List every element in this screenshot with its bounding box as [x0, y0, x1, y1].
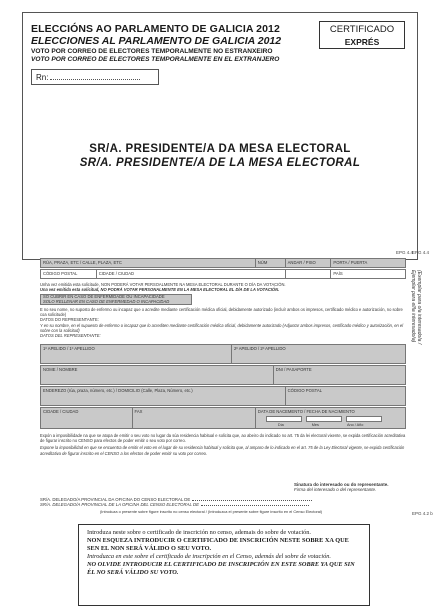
signature-spanish: Firma del interesado o del representante. [294, 487, 377, 492]
note2b: DATOS DO REPRESENTANTE: [40, 317, 99, 323]
delegate-galician-text: SR/A. DELEGADO/A PROVINCIAL DA OFICINA DO CENSO ELECTORAL DE [40, 497, 191, 502]
surname2-field[interactable]: 2º APELIDO / 2º APELLIDO [233, 346, 286, 351]
rn-field[interactable] [31, 69, 159, 85]
note2: E no seu nome, no suposto de enfermo ou incapaz que o acredite mediante certificación médica oficial, debidamente autorizado (incluír ambos os impresos, certificado médico e autorización, no sobre coa solicitude) [40, 307, 403, 318]
notice-line2-spanish: NO OLVIDE INTRODUCIR EL CERTIFICADO DE INSCRIPCIÓN EN ESTE SOBRE YA QUE SIN ÉL NO SERÁ VÁLIDO SU VOTO. [87, 561, 355, 576]
notice-line2-galician: NON ESQUEZA INTRODUCIR O CERTIFICADO DE INSCRICIÓN NESTE SOBRE XA QUE SEN EL NON SERÁ VÁLIDO O SEU VOTO. [87, 537, 349, 552]
delegate-galician-line [192, 500, 312, 501]
street-field[interactable]: RÚA, PRAZA, ETC / CALLE, PLAZA, ETC [41, 259, 256, 267]
note-vote-once [40, 282, 406, 292]
illness-spanish: SÓLO RELLENAR EN CASO DE ENFERMEDAD O INCAPACIDAD [43, 299, 170, 304]
city-birth-row [40, 407, 406, 429]
president-spanish: SR/A. PRESIDENTE/A DE LA MESA ELECTORAL [79, 157, 361, 169]
subtitle-spanish: VOTO POR CORREO DE ELECTORES TEMPORALMENTE EN EL EXTRANJERO [31, 56, 280, 63]
form-code-top: EPG 4.4 [412, 250, 430, 255]
domicile-row [40, 386, 406, 406]
fax-field[interactable]: FAX [133, 408, 256, 428]
city2-field[interactable]: CIDADE / CIUDAD [41, 408, 133, 428]
title-spanish: ELECCIONES AL PARLAMENTO DE GALICIA 2012 [31, 35, 282, 47]
cert-line2: EXPRÉS [344, 37, 380, 47]
birth-day-label: Día [277, 423, 284, 427]
notice-line1-galician: Introduza neste sobre o certificado de inscrición no censo, ademais do sobre de votación. [87, 529, 311, 536]
signature-galician: Sinatura do interesado ou do representante. [294, 482, 389, 487]
illness-galician: SÓ CUBRIR EN CASO DE ENFERMIDADE OU INCAPACIDADE [43, 295, 165, 299]
blank-field [286, 270, 332, 278]
envelope-code: EPG 4.4 [395, 250, 413, 255]
birth-label: DATA DE NACEMENTO / FECHA DE NACIMIENTO [257, 409, 355, 414]
birth-year-label: Ano / Año [346, 423, 364, 427]
postal-field[interactable]: CÓDIGO POSTAL [41, 270, 97, 278]
declaration-galician: Expón a imposibilidade na que se atopa de emitir o seu voto no lugar da súa residencia habitual e solicita que, ao abeiro do indicado no art. 75 da lei electoral vixente, se expida certificación acreditativa de figurar inscrito no CENSO para efectos de poder emitir o seu voto por correo. [40, 433, 406, 444]
dni-field[interactable]: DNI / PASAPORTE [275, 367, 312, 372]
illness-box [40, 294, 192, 305]
delegate-spanish [40, 502, 309, 507]
delegate-spanish-line [201, 505, 309, 506]
city-row [40, 269, 406, 279]
floor-field[interactable]: ANDAR / PISO [286, 259, 332, 267]
postal2-field[interactable]: CÓDIGO POSTAL [287, 388, 323, 393]
form-code-bottom: EPG 4.2 b [412, 511, 433, 516]
representative-notes [40, 307, 406, 338]
birth-month-box[interactable] [306, 416, 342, 422]
birth-year-box[interactable] [346, 416, 382, 422]
certificado-expres-box [319, 21, 405, 49]
president-galician: SR/A. PRESIDENTE/A DA MESA ELECTORAL [89, 143, 351, 155]
door-field[interactable]: PORTA / PUERTA [333, 260, 368, 265]
birth-day-box[interactable] [266, 416, 302, 422]
name-field[interactable]: NOME / NOMBRE [41, 366, 274, 384]
address-row [40, 258, 406, 268]
city-field[interactable]: CIDADE / CIUDAD [97, 270, 286, 278]
note1-spanish: Una vez emitida esta solicitud, NO PODRÁ VOTAR PERSONALMENTE EN LA MESA ELECTORAL EL DÍA DE LA VOTACIÓN. [40, 287, 280, 293]
rn-label: Rn: [36, 73, 49, 82]
title-galician: ELECCIÓNS AO PARLAMENTO DE GALICIA 2012 [31, 23, 280, 35]
note3b: DATOS DEL REPRESENTANTE: [40, 333, 101, 339]
envelope-front [22, 12, 418, 260]
subtitle-galician: VOTO POR CORREO DE ELECTORES TEMPORALMENTE NO ESTRANXEIRO [31, 48, 273, 55]
note3: Y en su nombre, en el supuesto de enfermo o incapaz que lo acrediten mediante certificación médica oficial, debidamente autorizado (Adjuntar ambos impresos, certificado médico y autorización, en el sobre con la solicitud) [40, 322, 404, 333]
domicile-field[interactable]: ENDEREZO (rúa, praza, número, etc.) / DOMICILIO (Calle, Plaza, Número, etc.) [41, 387, 286, 405]
birth-field[interactable] [256, 408, 405, 428]
request-form [40, 256, 406, 518]
notice-box [78, 524, 370, 606]
country-field[interactable]: PAÍS [333, 271, 343, 276]
cert-line1: CERTIFICADO [329, 24, 395, 35]
surname1-field[interactable]: 1º APELIDO / 1º APELLIDO [41, 345, 232, 363]
rn-line [50, 79, 140, 80]
name-row [40, 365, 406, 385]
note1-galician: Unha vez emitida esta solicitude, NON PODERÁ VOTAR PERSOALMENTE NA MESA ELECTORAL DURANTE O DÍA DA VOTACIÓN. [40, 282, 286, 287]
side-text: (Exemplar para o/a interesado/a / Ejemplar para el/la interesado/a) [410, 270, 422, 345]
notice-line1-spanish: Introduzca en este sobre el certificado de inscripción en el Censo, además del sobre de votación. [87, 553, 331, 560]
delegate-spanish-text: SR/A. DELEGADO/A PROVINCIAL DE LA OFICINA DEL CENSO ELECTORAL DE [40, 502, 199, 507]
declaration-spanish: Expone la imposibilidad en que se encuentra de emitir el voto en el lugar de su residencia habitual y solicita que, al amparo de lo indicado en el art. 75 de la Ley Electoral vigente, se expida certificación acreditativa de figurar inscrito en el CENSO a los efectos de poder emitir su voto por correo. [40, 445, 405, 456]
delegate-note: (Introduza o presente sobre figure inscrito no censo electoral / (Introduzca el presente sobre figure inscrito en el Censo Electoral) [100, 509, 323, 514]
birth-captions [278, 423, 364, 427]
number-field[interactable]: NÚM [256, 259, 286, 267]
surname-row [40, 344, 406, 364]
birth-boxes [266, 416, 382, 422]
birth-month-label: Mes [311, 423, 319, 427]
declaration [40, 433, 406, 456]
